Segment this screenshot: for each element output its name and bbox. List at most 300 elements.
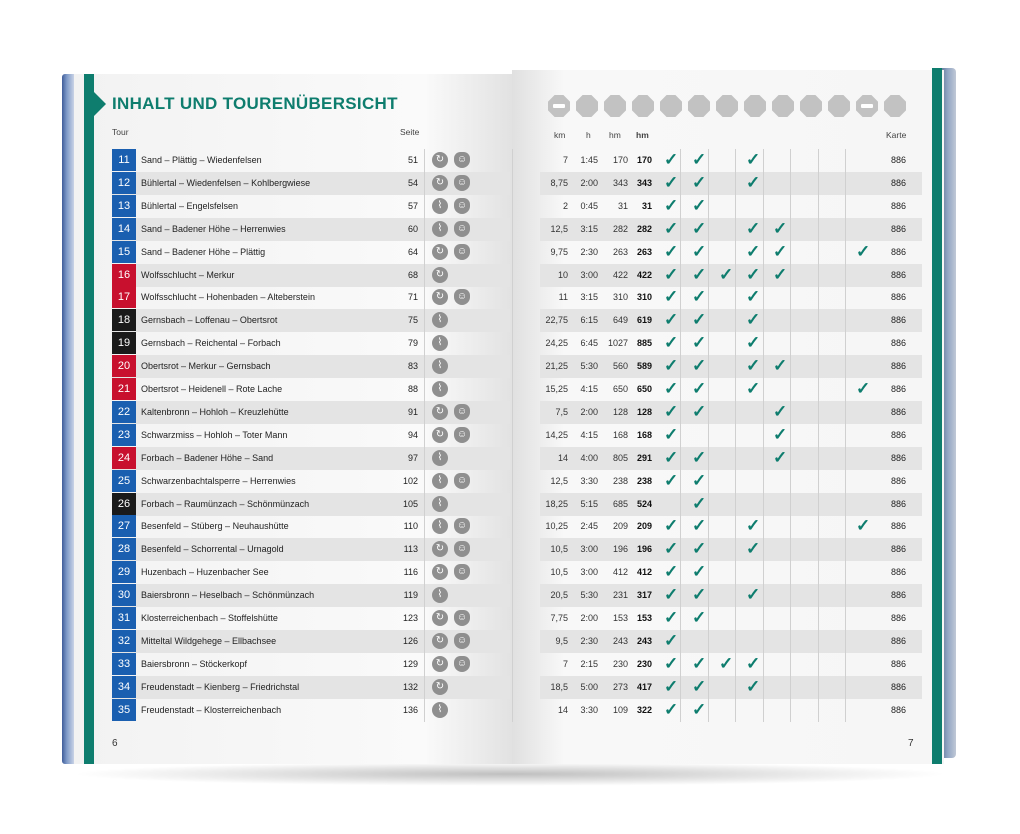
check-column-separator	[680, 699, 681, 722]
right-accent-bar	[932, 68, 942, 764]
check-icon: ✓	[773, 218, 788, 238]
tour-map: 886	[890, 200, 906, 211]
table-row	[112, 195, 922, 218]
tour-km: 7	[562, 658, 568, 669]
round-trip-icon: ↻	[432, 427, 448, 443]
tour-page: 102	[402, 475, 418, 486]
tour-number: 31	[112, 607, 136, 629]
check-column-separator	[680, 538, 681, 561]
check-column-separator	[790, 561, 791, 584]
check-column-separator	[763, 378, 764, 401]
tour-duration: 5:30	[580, 361, 598, 372]
check-icon: ✓	[773, 401, 788, 421]
tour-km: 9,75	[550, 246, 568, 257]
check-column-separator	[708, 241, 709, 264]
tour-duration: 2:00	[580, 406, 598, 417]
column-separator	[424, 286, 425, 309]
check-column-separator	[735, 447, 736, 470]
column-separator	[424, 630, 425, 653]
tour-descent: 230	[636, 658, 652, 669]
check-icon: ✓	[692, 585, 707, 605]
check-column-separator	[790, 470, 791, 493]
tour-number: 29	[112, 561, 136, 583]
table-row	[112, 332, 922, 355]
tour-duration: 3:00	[580, 544, 598, 555]
round-trip-icon: ↻	[432, 267, 448, 283]
tour-map: 886	[890, 361, 906, 372]
check-column-separator	[763, 447, 764, 470]
tour-page: 68	[407, 269, 418, 280]
check-column-separator	[708, 264, 709, 287]
check-icon: ✓	[692, 676, 707, 696]
table-row	[112, 172, 922, 195]
check-icon: ✓	[773, 356, 788, 376]
column-separator	[512, 332, 513, 355]
check-icon: ✓	[664, 653, 679, 673]
tour-map: 886	[890, 223, 906, 234]
tour-descent: 589	[636, 361, 652, 372]
page-edges-left	[62, 74, 74, 764]
tour-number: 12	[112, 172, 136, 194]
tour-map: 886	[890, 315, 906, 326]
check-column-separator	[735, 607, 736, 630]
check-column-separator	[680, 195, 681, 218]
tour-duration: 5:15	[580, 498, 598, 509]
tour-descent: 238	[636, 475, 652, 486]
check-column-separator	[763, 286, 764, 309]
tour-km: 10,5	[550, 544, 568, 555]
tour-name: Obertsrot – Merkur – Gernsbach	[141, 361, 271, 372]
blank-icon	[884, 95, 906, 117]
check-column-separator	[708, 653, 709, 676]
check-column-separator	[735, 653, 736, 676]
check-column-separator	[735, 401, 736, 424]
tour-descent: 170	[636, 155, 652, 165]
tour-ascent: 310	[612, 292, 628, 303]
check-column-separator	[790, 355, 791, 378]
check-column-separator	[845, 332, 846, 355]
check-icon: ✓	[692, 539, 707, 559]
check-column-separator	[708, 676, 709, 699]
check-column-separator	[708, 538, 709, 561]
tour-duration: 6:15	[580, 315, 598, 326]
column-separator	[512, 515, 513, 538]
check-icon: ✓	[664, 608, 679, 627]
tour-name: Forbach – Badener Höhe – Sand	[141, 452, 274, 463]
header-hm-up: hm	[609, 130, 621, 140]
tour-name: Sand – Badener Höhe – Herrenwies	[141, 223, 286, 234]
check-icon: ✓	[664, 218, 679, 238]
header-karte: Karte	[886, 130, 907, 140]
check-icon: ✓	[746, 150, 761, 169]
one-way-icon: ⌇	[432, 312, 448, 328]
check-icon: ✓	[664, 516, 679, 536]
tour-km: 18,5	[550, 681, 568, 692]
round-trip-icon: ↻	[432, 541, 448, 557]
tour-number: 23	[112, 424, 136, 446]
tour-number: 15	[112, 241, 136, 263]
check-column-separator	[845, 401, 846, 424]
blank-icon	[800, 95, 822, 117]
tour-duration: 5:30	[580, 590, 598, 601]
blank-icon	[576, 95, 598, 117]
tour-km: 14	[557, 452, 568, 463]
check-column-separator	[790, 630, 791, 653]
tour-duration: 3:30	[580, 475, 598, 486]
round-trip-icon: ↻	[432, 244, 448, 260]
check-column-separator	[845, 607, 846, 630]
tour-name: Gernsbach – Loffenau – Obertsrot	[141, 315, 278, 326]
check-column-separator	[845, 264, 846, 287]
tour-page: 110	[403, 521, 418, 532]
tour-page: 79	[407, 338, 418, 349]
check-column-separator	[735, 699, 736, 722]
check-column-separator	[763, 355, 764, 378]
bear-kids-icon: ☺	[454, 656, 470, 672]
round-trip-icon: ↻	[432, 289, 448, 305]
check-column-separator	[790, 149, 791, 172]
check-column-separator	[818, 584, 819, 607]
tour-duration: 2:30	[580, 246, 598, 257]
tour-km: 10	[557, 269, 568, 280]
tour-duration: 3:00	[580, 269, 598, 280]
column-separator	[424, 515, 425, 538]
tour-map: 886	[890, 429, 906, 440]
check-column-separator	[845, 424, 846, 447]
one-way-icon: ⌇	[432, 335, 448, 351]
check-column-separator	[818, 470, 819, 493]
tour-descent: 243	[636, 635, 652, 646]
check-column-separator	[818, 149, 819, 172]
check-column-separator	[763, 561, 764, 584]
title-arrow-icon	[94, 92, 106, 116]
tour-duration: 2:45	[580, 521, 598, 532]
column-separator	[512, 653, 513, 676]
column-separator	[512, 607, 513, 630]
tour-descent: 209	[636, 521, 652, 532]
tour-ascent: 649	[612, 315, 628, 326]
check-icon: ✓	[692, 287, 707, 307]
bear-kids-icon: ☺	[454, 198, 470, 214]
check-icon: ✓	[692, 653, 707, 673]
check-column-separator	[845, 286, 846, 309]
check-column-separator	[763, 195, 764, 218]
tour-km: 20,5	[550, 590, 568, 601]
tour-number: 18	[112, 309, 136, 331]
tour-name: Klosterreichenbach – Stoffelshütte	[141, 613, 278, 623]
tour-number: 13	[112, 195, 136, 217]
tour-page: 91	[407, 406, 418, 417]
check-icon: ✓	[664, 356, 679, 376]
header-tour: Tour	[112, 127, 129, 137]
check-column-separator	[845, 515, 846, 538]
check-column-separator	[708, 172, 709, 195]
check-column-separator	[818, 561, 819, 584]
check-column-separator	[763, 218, 764, 241]
check-column-separator	[763, 401, 764, 424]
check-icon: ✓	[664, 379, 679, 398]
column-separator	[424, 264, 425, 287]
check-column-separator	[790, 584, 791, 607]
tour-number: 22	[112, 401, 136, 423]
tour-map: 886	[890, 498, 906, 509]
left-accent-bar	[84, 74, 94, 764]
check-column-separator	[818, 332, 819, 355]
tour-descent: 343	[636, 177, 652, 188]
tour-km: 11	[558, 292, 568, 303]
check-column-separator	[708, 286, 709, 309]
tour-number: 25	[112, 470, 136, 492]
bear-kids-icon: ☺	[454, 404, 470, 420]
check-column-separator	[735, 264, 736, 287]
tour-km: 7	[562, 155, 568, 165]
one-way-icon: ⌇	[432, 473, 448, 489]
check-column-separator	[818, 630, 819, 653]
book-shadow	[70, 762, 950, 786]
bear-kids-icon: ☺	[454, 244, 470, 260]
column-separator	[512, 561, 513, 584]
header-km: km	[554, 130, 566, 140]
check-column-separator	[790, 401, 791, 424]
round-trip-icon: ↻	[432, 175, 448, 191]
bear-kids-icon: ☺	[454, 518, 470, 534]
check-icon: ✓	[664, 424, 679, 444]
underscore-icon	[716, 95, 738, 117]
blank-icon	[604, 95, 626, 117]
tour-ascent: 196	[612, 544, 628, 555]
column-separator	[424, 447, 425, 470]
table-row	[112, 264, 922, 287]
table-row	[112, 401, 922, 424]
check-column-separator	[735, 561, 736, 584]
tour-descent: 282	[636, 223, 652, 234]
check-column-separator	[735, 424, 736, 447]
column-separator	[512, 309, 513, 332]
check-icon: ✓	[746, 539, 761, 559]
check-column-separator	[818, 424, 819, 447]
check-icon: ✓	[773, 447, 788, 467]
tour-number: 26	[112, 493, 136, 515]
tour-page: 75	[407, 315, 418, 326]
column-separator	[512, 286, 513, 309]
check-icon: ✓	[664, 310, 679, 330]
tour-descent: 291	[636, 452, 652, 463]
page-edges-right	[942, 68, 956, 758]
check-column-separator	[735, 493, 736, 516]
tour-name: Schwarzmiss – Hohloh – Toter Mann	[141, 429, 288, 440]
check-column-separator	[763, 309, 764, 332]
check-icon: ✓	[692, 493, 707, 513]
column-separator	[512, 493, 513, 516]
check-icon: ✓	[692, 379, 707, 398]
one-way-icon: ⌇	[432, 450, 448, 466]
check-column-separator	[818, 653, 819, 676]
check-column-separator	[735, 470, 736, 493]
column-separator	[424, 493, 425, 516]
tour-duration: 3:15	[580, 223, 598, 234]
tour-ascent: 168	[612, 429, 628, 440]
one-way-icon: ⌇	[432, 496, 448, 512]
check-column-separator	[790, 195, 791, 218]
tour-name: Besenfeld – Stüberg – Neuhaushütte	[141, 521, 289, 532]
tour-km: 21,25	[545, 361, 568, 372]
check-column-separator	[818, 515, 819, 538]
round-trip-icon: ↻	[432, 656, 448, 672]
check-column-separator	[735, 218, 736, 241]
check-column-separator	[790, 424, 791, 447]
tour-km: 14,25	[545, 429, 568, 440]
check-column-separator	[790, 241, 791, 264]
tour-km: 7,75	[550, 613, 568, 623]
tour-descent: 650	[636, 384, 652, 394]
check-icon: ✓	[692, 699, 707, 719]
tour-map: 886	[890, 613, 906, 623]
check-icon: ✓	[746, 218, 761, 238]
check-column-separator	[790, 172, 791, 195]
table-row	[112, 630, 922, 653]
check-column-separator	[763, 241, 764, 264]
bear-kids-icon: ☺	[454, 152, 470, 168]
column-separator	[424, 424, 425, 447]
tour-km: 15,25	[545, 384, 568, 394]
check-column-separator	[845, 561, 846, 584]
tour-ascent: 263	[612, 246, 628, 257]
page-number-left: 6	[112, 738, 118, 749]
check-icon: ✓	[746, 264, 761, 284]
check-column-separator	[708, 149, 709, 172]
tour-page: 116	[403, 567, 418, 578]
check-column-separator	[735, 332, 736, 355]
check-icon: ✓	[664, 585, 679, 605]
one-way-icon: ⌇	[432, 198, 448, 214]
check-column-separator	[763, 264, 764, 287]
check-icon: ✓	[664, 539, 679, 559]
tour-map: 886	[890, 338, 906, 349]
tour-map: 886	[890, 635, 906, 646]
check-column-separator	[708, 630, 709, 653]
check-column-separator	[790, 493, 791, 516]
check-column-separator	[763, 538, 764, 561]
tour-duration: 3:00	[580, 567, 598, 578]
bear-kids-icon: ☺	[454, 564, 470, 580]
one-way-icon: ⌇	[432, 587, 448, 603]
tour-descent: 31	[641, 200, 652, 211]
minus-icon	[548, 95, 570, 117]
check-icon: ✓	[664, 241, 679, 261]
column-separator	[512, 241, 513, 264]
tour-map: 886	[890, 658, 906, 669]
check-column-separator	[680, 515, 681, 538]
check-column-separator	[845, 218, 846, 241]
check-icon: ✓	[664, 287, 679, 307]
bear-kids-icon: ☺	[454, 610, 470, 626]
check-column-separator	[735, 378, 736, 401]
table-row	[112, 355, 922, 378]
column-separator	[512, 630, 513, 653]
column-separator	[424, 561, 425, 584]
one-way-icon: ⌇	[432, 358, 448, 374]
tour-page: 105	[402, 498, 418, 509]
check-column-separator	[680, 378, 681, 401]
check-column-separator	[680, 309, 681, 332]
column-separator	[512, 584, 513, 607]
tour-map: 886	[890, 177, 906, 188]
underscore-icon	[688, 95, 710, 117]
check-column-separator	[790, 218, 791, 241]
tour-ascent: 170	[612, 155, 628, 165]
check-column-separator	[708, 355, 709, 378]
check-column-separator	[680, 264, 681, 287]
bear-kids-icon: ☺	[454, 427, 470, 443]
tour-ascent: 128	[612, 406, 628, 417]
table-row	[112, 561, 922, 584]
tour-ascent: 343	[612, 177, 628, 188]
check-column-separator	[845, 630, 846, 653]
tour-page: 136	[402, 704, 418, 715]
check-column-separator	[680, 332, 681, 355]
check-column-separator	[680, 607, 681, 630]
check-column-separator	[845, 447, 846, 470]
check-icon: ✓	[692, 310, 707, 330]
check-column-separator	[818, 699, 819, 722]
table-row	[112, 378, 922, 401]
check-icon: ✓	[692, 562, 707, 582]
check-column-separator	[735, 630, 736, 653]
tour-ascent: 412	[612, 567, 628, 578]
check-icon: ✓	[692, 218, 707, 238]
check-column-separator	[708, 195, 709, 218]
tour-name: Huzenbach – Huzenbacher See	[141, 567, 269, 578]
tour-km: 12,5	[550, 223, 568, 234]
check-column-separator	[680, 401, 681, 424]
check-column-separator	[845, 309, 846, 332]
tour-km: 10,25	[545, 521, 568, 532]
tour-map: 886	[890, 544, 906, 555]
check-icon: ✓	[692, 516, 707, 536]
tour-map: 886	[890, 246, 906, 257]
check-icon: ✓	[692, 150, 707, 169]
column-separator	[424, 699, 425, 722]
one-way-icon: ⌇	[432, 221, 448, 237]
tour-name: Wolfsschlucht – Hohenbaden – Alteberstein	[141, 292, 315, 303]
tour-km: 22,75	[545, 315, 568, 326]
header-seite: Seite	[400, 127, 420, 137]
tour-page: 129	[402, 658, 418, 669]
check-column-separator	[818, 309, 819, 332]
check-column-separator	[763, 470, 764, 493]
column-separator	[512, 264, 513, 287]
tour-map: 886	[890, 521, 906, 532]
check-column-separator	[680, 561, 681, 584]
one-way-icon: ⌇	[432, 518, 448, 534]
tour-km: 12,5	[550, 475, 568, 486]
check-column-separator	[818, 401, 819, 424]
check-icon: ✓	[664, 470, 679, 490]
check-column-separator	[680, 286, 681, 309]
tour-km: 8,75	[550, 177, 568, 188]
check-icon: ✓	[692, 401, 707, 421]
tour-name: Bühlertal – Engelsfelsen	[141, 200, 239, 211]
tour-ascent: 231	[612, 590, 628, 601]
check-column-separator	[763, 607, 764, 630]
column-separator	[512, 676, 513, 699]
check-column-separator	[845, 149, 846, 172]
check-column-separator	[735, 172, 736, 195]
check-column-separator	[708, 699, 709, 722]
column-separator	[512, 538, 513, 561]
check-column-separator	[818, 538, 819, 561]
check-column-separator	[845, 195, 846, 218]
